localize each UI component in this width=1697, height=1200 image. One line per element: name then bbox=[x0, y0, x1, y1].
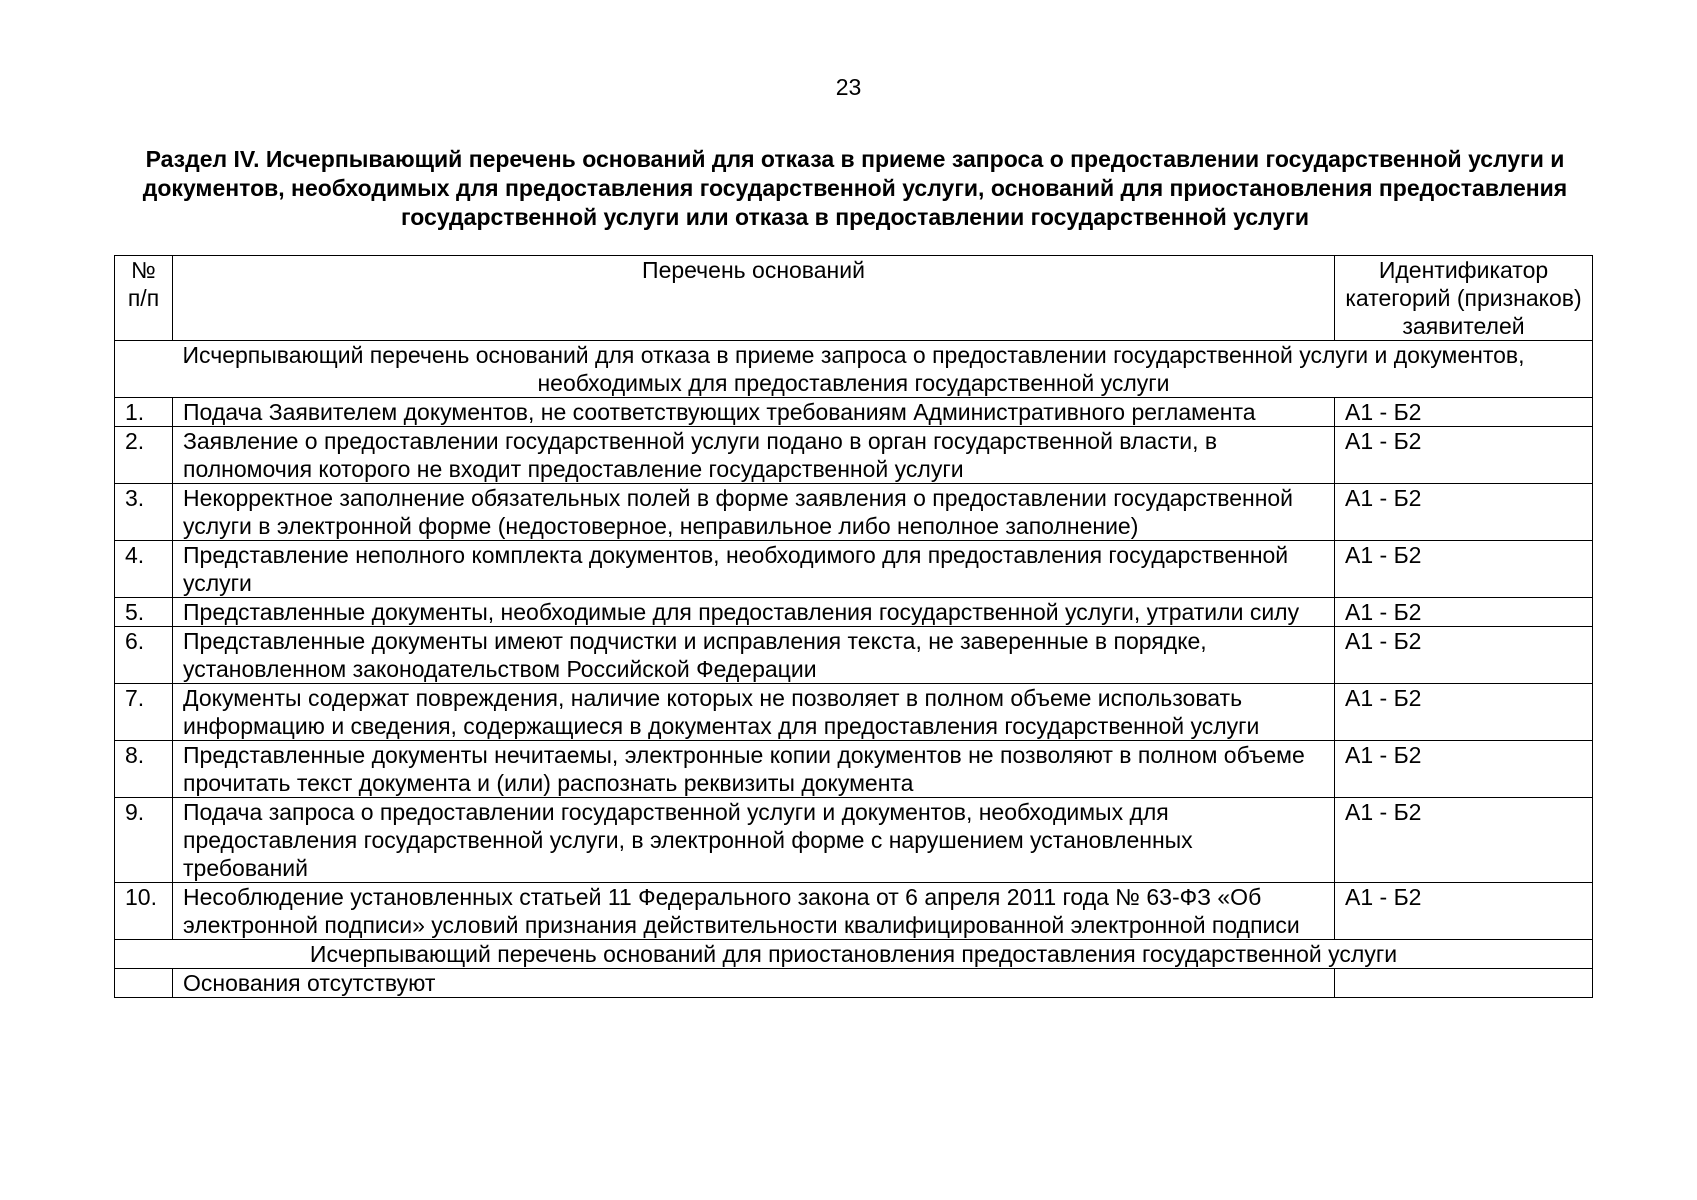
row-identifier: А1 - Б2 bbox=[1335, 398, 1593, 427]
table-row bbox=[115, 627, 1593, 684]
row-reason: Несоблюдение установленных статьей 11 Федерального закона от 6 апреля 2011 года № 63-ФЗ «Об электронной подписи» условий признания действительности квалифицированной электронной подписи bbox=[173, 883, 1335, 940]
table-row bbox=[115, 598, 1593, 627]
table-row bbox=[115, 541, 1593, 598]
header-reasons: Перечень оснований bbox=[173, 256, 1335, 341]
row-identifier bbox=[1335, 969, 1593, 998]
row-reason: Подача запроса о предоставлении государственной услуги и документов, необходимых для предоставления государственной услуги, в электронной форме с нарушением установленных требований bbox=[173, 798, 1335, 883]
row-reason: Подача Заявителем документов, не соответствующих требованиям Административного регламента bbox=[173, 398, 1335, 427]
page-number: 23 bbox=[835, 74, 862, 100]
table-row bbox=[115, 741, 1593, 798]
row-identifier: А1 - Б2 bbox=[1335, 598, 1593, 627]
row-number bbox=[115, 969, 173, 998]
row-reason: Заявление о предоставлении государственной услуги подано в орган государственной власти, в полномочия которого не входит предоставление государственной услуги bbox=[173, 427, 1335, 484]
row-number: 8. bbox=[115, 741, 173, 798]
row-reason: Некорректное заполнение обязательных полей в форме заявления о предоставлении государственной услуги в электронной форме (недостоверное, неправильное либо неполное заполнение) bbox=[173, 484, 1335, 541]
row-number: 7. bbox=[115, 684, 173, 741]
row-identifier: А1 - Б2 bbox=[1335, 541, 1593, 598]
row-number: 6. bbox=[115, 627, 173, 684]
row-number: 9. bbox=[115, 798, 173, 883]
row-identifier: А1 - Б2 bbox=[1335, 798, 1593, 883]
group-row-suspension bbox=[115, 940, 1593, 969]
table-row bbox=[115, 883, 1593, 940]
table-row bbox=[115, 427, 1593, 484]
row-number: 1. bbox=[115, 398, 173, 427]
table-row bbox=[115, 969, 1593, 998]
group-row-refusal bbox=[115, 341, 1593, 398]
row-reason: Представленные документы, необходимые для предоставления государственной услуги, утратили силу bbox=[173, 598, 1335, 627]
row-identifier: А1 - Б2 bbox=[1335, 684, 1593, 741]
header-number: № п/п bbox=[115, 256, 173, 341]
row-identifier: А1 - Б2 bbox=[1335, 883, 1593, 940]
row-number: 4. bbox=[115, 541, 173, 598]
table-row bbox=[115, 798, 1593, 883]
section-title: Раздел IV. Исчерпывающий перечень оснований для отказа в приеме запроса о предоставлении государственной услуги и документов, необходимых для предоставления государственной услуги, оснований для приостановления предоставления государственной услуги или отказа в предоставлении государственной услуги bbox=[142, 146, 1568, 230]
reasons-table bbox=[114, 255, 1593, 998]
table-row bbox=[115, 484, 1593, 541]
row-reason: Представленные документы имеют подчистки и исправления текста, не заверенные в порядке, установленном законодательством Российской Федерации bbox=[173, 627, 1335, 684]
table-row bbox=[115, 398, 1593, 427]
row-number: 2. bbox=[115, 427, 173, 484]
table-row bbox=[115, 684, 1593, 741]
group-title-suspension: Исчерпывающий перечень оснований для приостановления предоставления государственной услуги bbox=[115, 940, 1593, 969]
row-identifier: А1 - Б2 bbox=[1335, 741, 1593, 798]
row-reason: Основания отсутствуют bbox=[173, 969, 1335, 998]
header-identifier: Идентификатор категорий (признаков) заявителей bbox=[1335, 256, 1593, 341]
group-title-refusal: Исчерпывающий перечень оснований для отказа в приеме запроса о предоставлении государственной услуги и документов, необходимых для предоставления государственной услуги bbox=[115, 341, 1593, 398]
row-identifier: А1 - Б2 bbox=[1335, 427, 1593, 484]
row-reason: Представленные документы нечитаемы, электронные копии документов не позволяют в полном объеме прочитать текст документа и (или) распознать реквизиты документа bbox=[173, 741, 1335, 798]
row-number: 10. bbox=[115, 883, 173, 940]
row-identifier: А1 - Б2 bbox=[1335, 484, 1593, 541]
row-identifier: А1 - Б2 bbox=[1335, 627, 1593, 684]
row-number: 3. bbox=[115, 484, 173, 541]
row-reason: Представление неполного комплекта документов, необходимого для предоставления государственной услуги bbox=[173, 541, 1335, 598]
row-number: 5. bbox=[115, 598, 173, 627]
row-reason: Документы содержат повреждения, наличие которых не позволяет в полном объеме использовать информацию и сведения, содержащиеся в документах для предоставления государственной услуги bbox=[173, 684, 1335, 741]
table-header-row bbox=[115, 256, 1593, 341]
